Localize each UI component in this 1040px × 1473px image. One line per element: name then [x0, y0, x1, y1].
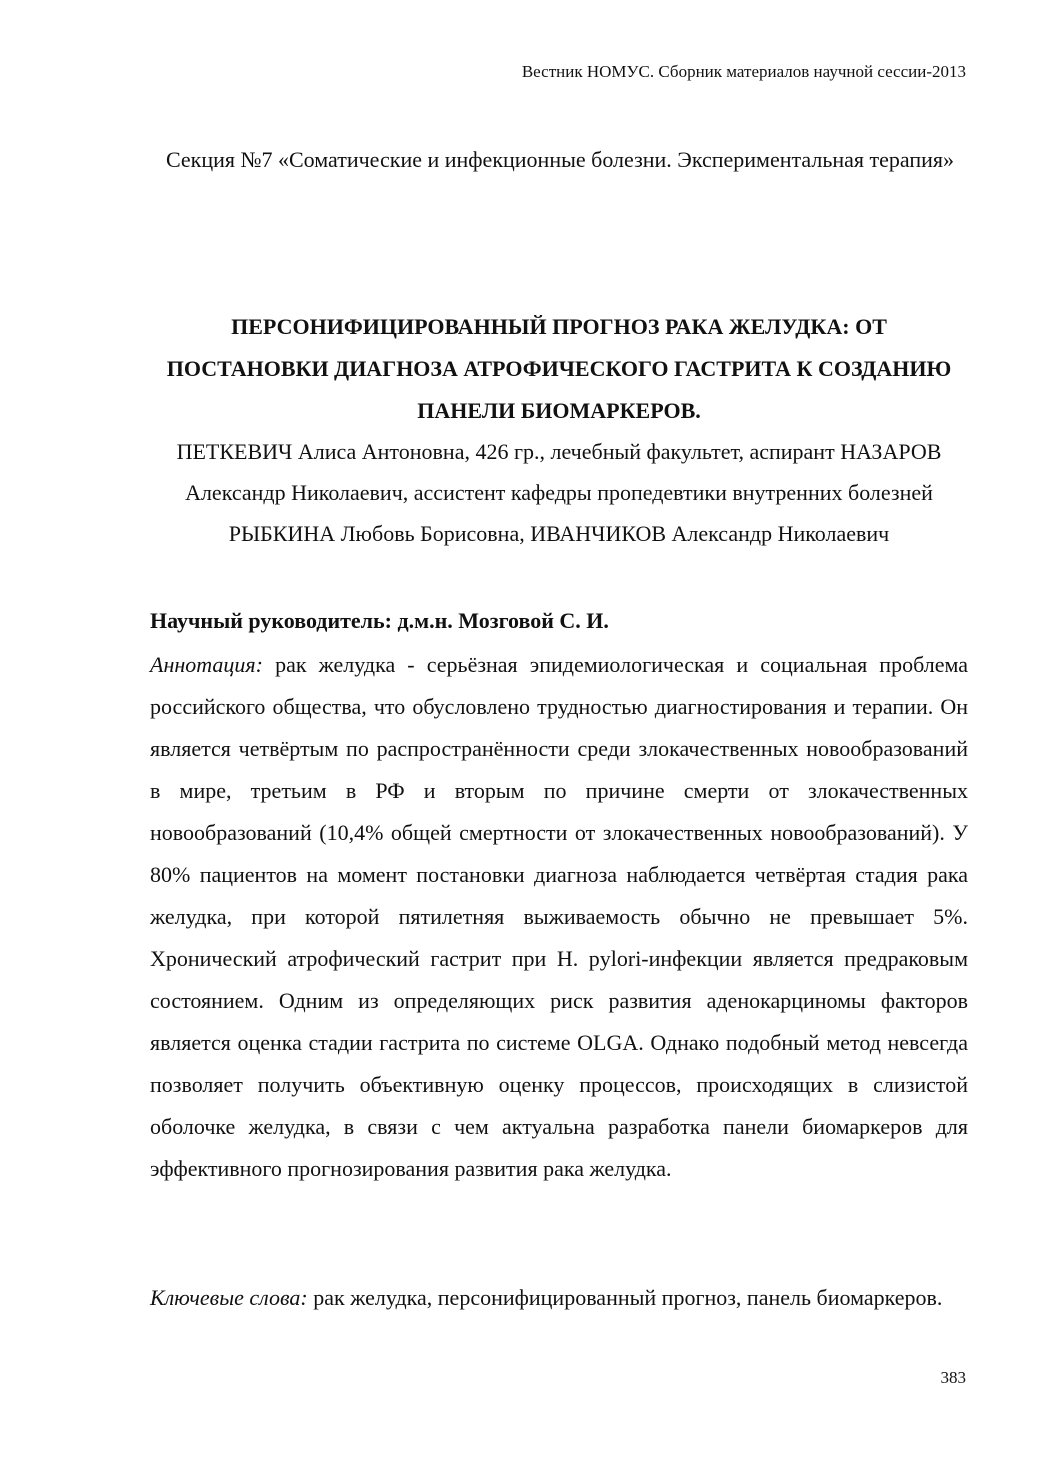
- page-number: 383: [940, 1368, 966, 1387]
- scientific-supervisor: Научный руководитель: д.м.н. Мозговой С. И.: [150, 608, 609, 633]
- section-heading: Секция №7 «Соматические и инфекционные болезни. Экспериментальная терапия»: [165, 147, 955, 172]
- article-title: ПЕРСОНИФИЦИРОВАННЫЙ ПРОГНОЗ РАКА ЖЕЛУДКА: ОТ ПОСТАНОВКИ ДИАГНОЗА АТРОФИЧЕСКОГО ГАСТРИТА К СОЗДАНИЮ ПАНЕЛИ БИОМАРКЕРОВ.: [166, 314, 952, 423]
- keywords-text: рак желудка, персонифицированный прогноз, панель биомаркеров.: [307, 1285, 943, 1310]
- keywords-label: Ключевые слова:: [150, 1285, 308, 1310]
- running-header: Вестник НОМУС. Сборник материалов научной сессии-2013: [521, 62, 966, 81]
- abstract-label: Аннотация:: [150, 652, 263, 677]
- article-authors: ПЕТКЕВИЧ Алиса Антоновна, 426 гр., лечебный факультет, аспирант НАЗАРОВ Александр Николаевич, ассистент кафедры пропедевтики внутренних болезней РЫБКИНА Любовь Борисовна, ИВАНЧИКОВ Александр Николаевич: [176, 439, 942, 546]
- abstract-text: рак желудка - серьёзная эпидемиологическая и социальная проблема российского общества, что обусловлено трудностью диагностирования и терапии. Он является четвёртым по распространённости среди злокачественных новообразований в мире, третьим в РФ и вторым по причине смерти от злокачественных новообразований (10,4% общей смертности от злокачественных новообразований). У 80% пациентов на момент постановки диагноза наблюдается четвёртая стадия рака желудка, при которой пятилетняя выживаемость обычно не превышает 5%. Хронический атрофический гастрит при H. pylori-инфекции является предраковым состоянием. Одним из определяющих риск развития аденокарциномы факторов является оценка стадии гастрита по системе OLGA. Однако подобный метод невсегда позволяет получить объективную оценку процессов, происходящих в слизистой оболочке желудка, в связи с чем актуальна разработка панели биомаркеров для эффективного прогнозирования развития рака желудка.: [150, 652, 968, 1181]
- keywords-paragraph: [150, 1277, 968, 1319]
- abstract-paragraph: [150, 644, 968, 1190]
